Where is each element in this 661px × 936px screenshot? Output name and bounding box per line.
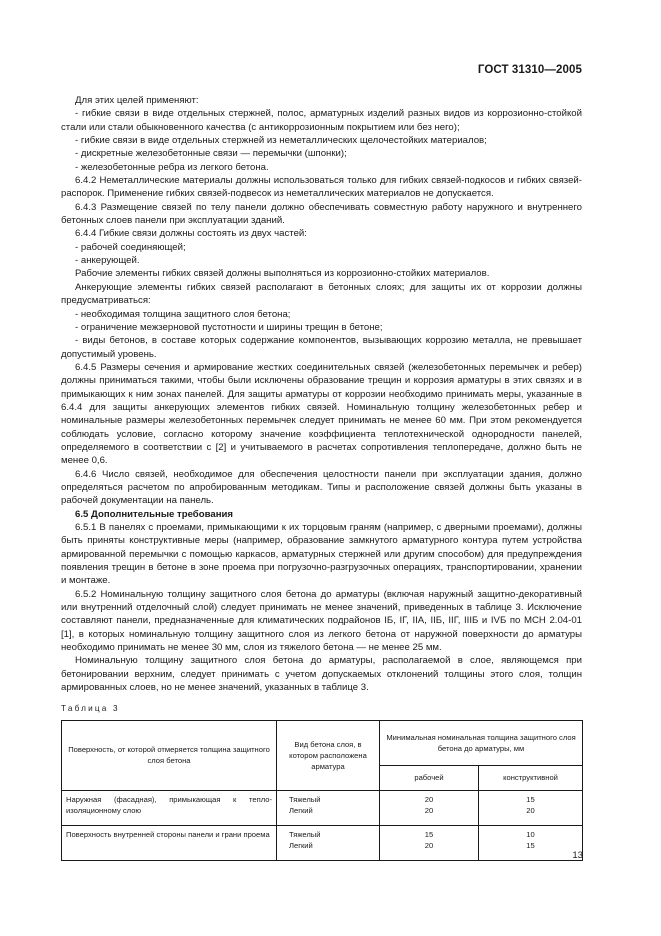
paragraph: - необходимая толщина защитного слоя бетона; bbox=[75, 308, 291, 320]
paragraph: Номинальную толщину защитного слоя бетона до арматуры, располагаемой в слое, являющемся при бетонировании верхним, следует принимать с учетом допускаемых отклонений толщины этого слоя, толщин армированных слоев, но не менее значений, указанных в таблице 3. bbox=[61, 655, 582, 694]
cell-surface: Поверхность внутренней стороны панели и грани проема bbox=[62, 825, 277, 860]
concrete-heavy: Тяжелый bbox=[289, 794, 321, 804]
table-caption: Таблица 3 bbox=[61, 704, 120, 714]
paragraph: 6.4.3 Размещение связей по телу панели должно обеспечивать совместную работу наружного и внутреннего бетонных слоев панели при эксплуатации зданий. bbox=[61, 201, 582, 227]
table-3 bbox=[61, 720, 583, 861]
cell-structural bbox=[479, 825, 583, 860]
paragraph: - гибкие связи в виде отдельных стержней, полос, арматурных изделий разных видов из коррозионно-стойкой стали или стали обыкновенного качества (с антикоррозионным покрытием или без него); bbox=[61, 108, 582, 133]
paragraph: - гибкие связи в виде отдельных стержней из неметаллических щелочестойких материалов; bbox=[75, 135, 487, 147]
cell-concrete bbox=[277, 825, 380, 860]
paragraph: Анкерующие элементы гибких связей располагают в бетонных слоях; для защиты их от коррозии должны предусматриваться: bbox=[61, 281, 582, 307]
paragraph: - ограничение межзерновой пустотности и ширины трещин в бетоне; bbox=[75, 321, 383, 333]
value: 20 bbox=[424, 794, 434, 804]
table-row bbox=[62, 825, 583, 860]
value: 20 bbox=[526, 805, 535, 815]
document-body bbox=[61, 94, 582, 861]
value: 15 bbox=[526, 794, 535, 804]
paragraph: 6.4.6 Число связей, необходимое для обеспечения целостности панели при эксплуатации здания, должно определяться расчетом по апробированным методикам. Типы и расположение связей должны быть указаны в рабочей документации на панель. bbox=[61, 468, 582, 507]
cell-concrete bbox=[277, 790, 380, 825]
header-working: рабочей bbox=[380, 765, 479, 790]
paragraph: 6.4.5 Размеры сечения и армирование жестких соединительных связей (железобетонных перемычек и ребер) должны приниматься такими, чтобы были исключены образование трещин и коррозия арматуры в этих связях и в примыкающих к ним зонах панелей. Для защиты арматуры от коррозии необходимо принимать меры, указанные в 6.4.4 для защиты анкерующих элементов гибких связей. Номинальную толщину железобетонных ребер и номинальные размеры железобетонных перемычек следует принимать не менее 60 мм. При этом рекомендуется соблюдать условие, согласно которому значение коэффициента теплотехнической однородности панелей, определяемого в соответствии с [2] и учитываемого в расчетах сопротивления теплопередаче, должно быть не менее 0,6. bbox=[61, 361, 582, 467]
concrete-light: Легкий bbox=[289, 805, 313, 815]
value: 20 bbox=[424, 805, 434, 815]
table-row bbox=[62, 790, 583, 825]
page-number: 13 bbox=[572, 850, 583, 861]
value: 10 bbox=[526, 829, 535, 839]
standard-code-header: ГОСТ 31310—2005 bbox=[477, 64, 582, 76]
value: 20 bbox=[424, 840, 434, 850]
paragraph: - железобетонные ребра из легкого бетона. bbox=[75, 161, 269, 173]
cell-structural bbox=[479, 790, 583, 825]
concrete-heavy: Тяжелый bbox=[289, 829, 321, 839]
cell-working bbox=[380, 825, 479, 860]
paragraph: - виды бетонов, в составе которых содержание компонентов, вызывающих коррозию металла, не превышает допустимый уровень. bbox=[61, 335, 582, 360]
paragraph: - рабочей соединяющей; bbox=[75, 241, 186, 253]
paragraph: - анкерующей. bbox=[75, 255, 140, 267]
cell-surface: Наружная (фасадная), примыкающая к тепло-изоляционному слою bbox=[62, 790, 277, 825]
header-min-thickness: Минимальная номинальная толщина защитного слоя бетона до арматуры, мм bbox=[380, 720, 583, 765]
paragraph: Рабочие элементы гибких связей должны выполняться из коррозионно-стойких материалов. bbox=[75, 268, 490, 280]
paragraph: - дискретные железобетонные связи — перемычки (шпонки); bbox=[75, 148, 347, 160]
header-surface: Поверхность, от которой отмеряется толщина защитного слоя бетона bbox=[62, 720, 277, 790]
cell-working bbox=[380, 790, 479, 825]
paragraph: 6.4.2 Неметаллические материалы должны использоваться только для гибких связей-подкосов и гибких связей-распорок. Применение гибких связей-подвесок из неметаллических материалов не допускается. bbox=[61, 175, 582, 200]
value: 15 bbox=[424, 829, 434, 839]
value: 15 bbox=[526, 840, 535, 850]
header-concrete-type: Вид бетона слоя, в котором расположена арматура bbox=[277, 720, 380, 790]
concrete-light: Легкий bbox=[289, 840, 313, 850]
section-heading: 6.5 Дополнительные требования bbox=[75, 508, 233, 520]
paragraph: 6.4.4 Гибкие связи должны состоять из двух частей: bbox=[75, 228, 307, 240]
paragraph-list bbox=[61, 94, 582, 694]
paragraph: 6.5.1 В панелях с проемами, примыкающими к их торцовым граням (например, с дверными проемами), должны быть приняты конструктивные меры (например, образование замкнутого арматурного контура путем устройства армированной перемычки с помощью каркасов, арматурных стержней или другим способом) для предупреждения появления трещин в бетоне в зоне проема при погрузочно-разгрузочных операциях, транспортировании, хранении и монтаже. bbox=[61, 522, 582, 587]
paragraph: 6.5.2 Номинальную толщину защитного слоя бетона до арматуры (включая наружный защитно-декоративный или внутренний отделочный слой) следует принимать не менее значений, приведенных в таблице 3. Исключение составляют панели, предназначенные для климатических подрайонов IБ, IГ, IIА, IIБ, IIГ, IIIБ и IVБ по МСН 2.04-01 [1], в которых номинальную толщину защитного слоя из легкого бетона от наружной поверхности до арматуры необходимо принимать не менее 30 мм, слоя из тяжелого бетона — не менее 25 мм. bbox=[61, 588, 582, 654]
paragraph: Для этих целей применяют: bbox=[75, 95, 199, 106]
header-structural: конструктивной bbox=[479, 765, 583, 790]
